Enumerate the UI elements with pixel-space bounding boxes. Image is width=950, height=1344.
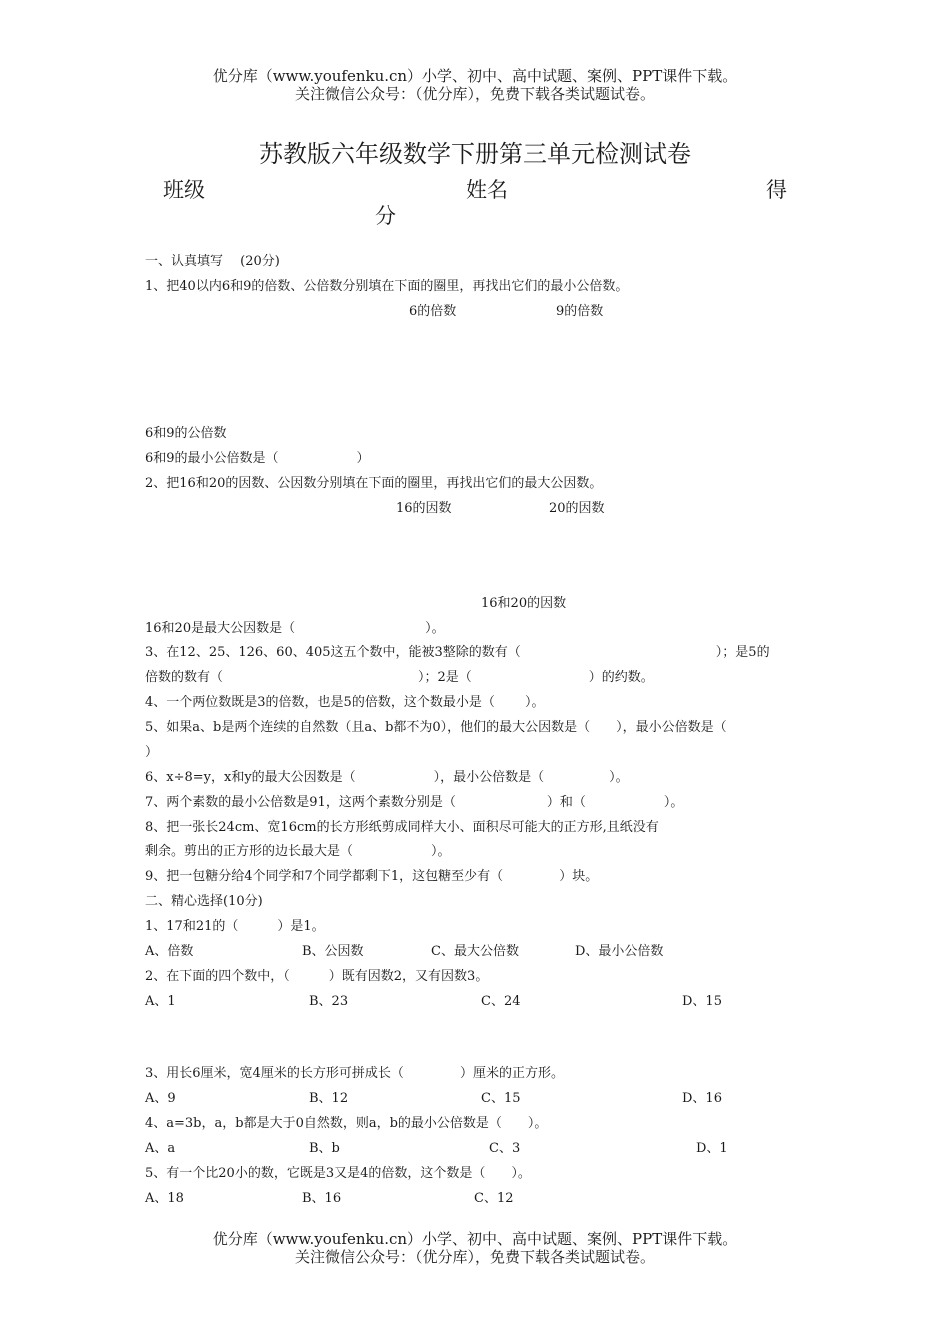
q2-4-option-a: A、a (145, 1141, 176, 1156)
q2-5-option-a: A、18 (145, 1191, 184, 1206)
multiples-of-9-label: 9的倍数 (556, 304, 604, 319)
q2-2-option-d: D、15 (682, 994, 722, 1009)
score-label-part1: 得 (766, 178, 787, 202)
common-multiples-label: 6和9的公倍数 (145, 426, 227, 441)
question-1-8-line2: 剩余。剪出的正方形的边长最大是（ ）。 (145, 844, 451, 859)
q2-2-option-b: B、23 (309, 994, 349, 1009)
question-1-2: 2、把16和20的因数、公因数分别填在下面的圈里，再找出它们的最大公因数。 (145, 476, 603, 491)
q2-1-option-c: C、最大公倍数 (431, 944, 519, 959)
q2-5-option-c: C、12 (474, 1191, 514, 1206)
footer-line-2: 关注微信公众号：（优分库），免费下载各类试题试卷。 (294, 1248, 655, 1266)
question-2-4: 4、a=3b，a，b都是大于0自然数，则a，b的最小公倍数是（ ）。 (145, 1116, 548, 1131)
question-2-5: 5、有一个比20小的数，它既是3又是4的倍数，这个数是（ ）。 (145, 1166, 531, 1181)
footer-line-1: 优分库（www.youfenku.cn）小学、初中、高中试题、案例、PPT课件下载。 (212, 1230, 738, 1248)
q2-2-option-a: A、1 (145, 994, 176, 1009)
q2-3-option-c: C、15 (481, 1091, 521, 1106)
q2-3-option-d: D、16 (682, 1091, 722, 1106)
q2-5-option-b: B、16 (302, 1191, 342, 1206)
section1-heading: 一、认真填写 (20分) (145, 254, 280, 269)
name-label: 姓名 (466, 178, 508, 202)
q2-1-option-d: D、最小公倍数 (575, 944, 664, 959)
q2-3-option-a: A、9 (145, 1091, 176, 1106)
gcd-answer-line: 16和20是最大公因数是（ ）。 (145, 621, 445, 636)
q2-1-option-a: A、倍数 (145, 944, 194, 959)
header-line-1: 优分库（www.youfenku.cn）小学、初中、高中试题、案例、PPT课件下载。 (212, 67, 738, 85)
class-label: 班级 (163, 178, 205, 202)
q2-4-option-b: B、b (309, 1141, 340, 1156)
question-1-1: 1、把40以内6和9的倍数、公倍数分别填在下面的圈里，再找出它们的最小公倍数。 (145, 279, 629, 294)
factors-of-16-label: 16的因数 (396, 501, 452, 516)
page-title: 苏教版六年级数学下册第三单元检测试卷 (259, 140, 691, 168)
q2-1-option-b: B、公因数 (302, 944, 364, 959)
question-2-2: 2、在下面的四个数中，（ ）既有因数2，又有因数3。 (145, 969, 489, 984)
question-1-7: 7、两个素数的最小公倍数是91，这两个素数分别是（ ）和（ ）。 (145, 795, 684, 810)
factors-of-20-label: 20的因数 (549, 501, 605, 516)
question-1-5-line1: 5、如果a、b是两个连续的自然数（且a、b都不为0），他们的最大公因数是（ ），最小公倍数是（ (145, 720, 727, 735)
q2-4-option-d: D、1 (696, 1141, 728, 1156)
common-factors-label: 16和20的因数 (481, 596, 567, 611)
question-1-8-line1: 8、把一张长24cm、宽16cm的长方形纸剪成同样大小、面积尽可能大的正方形,且纸没有 (145, 820, 659, 835)
question-1-9: 9、把一包糖分给4个同学和7个同学都剩下1，这包糖至少有（ ）块。 (145, 869, 599, 884)
lcm-answer-line: 6和9的最小公倍数是（ ） (145, 451, 370, 466)
question-2-3: 3、用长6厘米，宽4厘米的长方形可拼成长（ ）厘米的正方形。 (145, 1066, 564, 1081)
question-1-6: 6、x÷8=y，x和y的最大公因数是（ ），最小公倍数是（ ）。 (145, 770, 629, 785)
question-1-3-line2: 倍数的数有（ ）；2是（ ）的约数。 (145, 670, 654, 685)
header-line-2: 关注微信公众号：（优分库），免费下载各类试题试卷。 (294, 85, 655, 103)
question-2-1: 1、17和21的（ ）是1。 (145, 919, 325, 934)
q2-3-option-b: B、12 (309, 1091, 349, 1106)
q2-2-option-c: C、24 (481, 994, 521, 1009)
multiples-of-6-label: 6的倍数 (409, 304, 457, 319)
question-1-5-line2: ） (145, 745, 159, 760)
section2-heading: 二、精心选择(10分) (145, 894, 263, 909)
question-1-4: 4、一个两位数既是3的倍数，也是5的倍数，这个数最小是（ ）。 (145, 695, 545, 710)
q2-4-option-c: C、3 (489, 1141, 521, 1156)
question-1-3-line1: 3、在12、25、126、60、405这五个数中，能被3整除的数有（ ）；是5的 (145, 645, 770, 660)
score-label-part2: 分 (375, 204, 396, 228)
